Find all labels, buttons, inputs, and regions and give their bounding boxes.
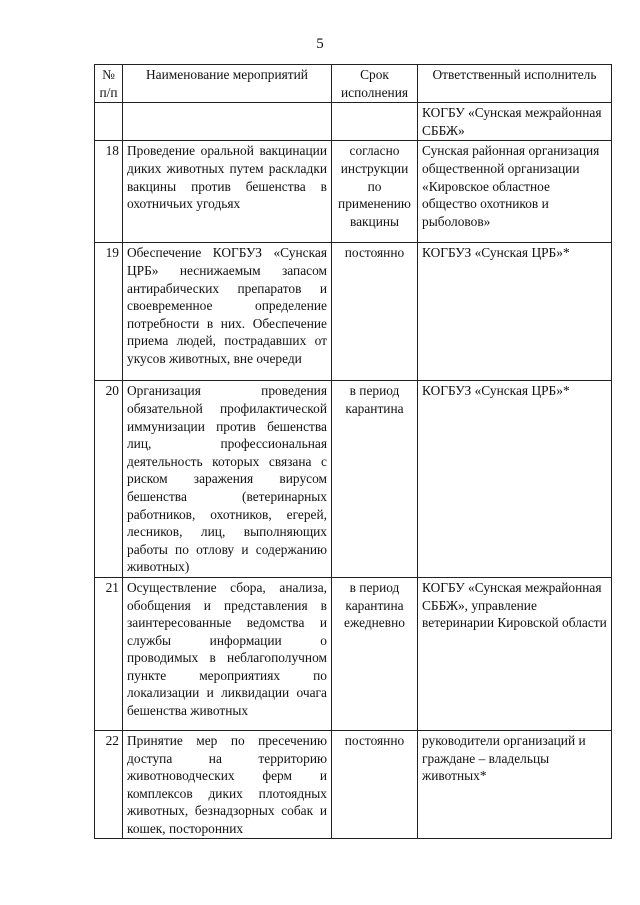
measures-table [94, 64, 612, 839]
row-responsible: КОГБУ «Сунская межрайонная СББЖ», управление ветеринарии Кировской области [418, 577, 612, 730]
header-term: Срок исполнения [332, 65, 418, 103]
row-name [123, 103, 332, 141]
row-number [95, 103, 123, 141]
row-responsible: КОГБУЗ «Сунская ЦРБ»* [418, 381, 612, 578]
row-number: 18 [95, 141, 123, 243]
row-name: Организация проведения обязательной профилактической иммунизации против бешенства лиц, профессиональная деятельность которых связана с риском заражения вирусом бешенства (ветеринарных работников, охотников, егерей, лесников, лиц, выполняющих работы по отлову и содержанию животных) [123, 381, 332, 578]
row-term: постоянно [332, 243, 418, 381]
row-term: постоянно [332, 730, 418, 839]
table-row [95, 243, 612, 381]
header-name: Наименование мероприятий [123, 65, 332, 103]
row-number: 19 [95, 243, 123, 381]
row-responsible: Сунская районная организация общественной организации «Кировское областное общество охотников и рыболовов» [418, 141, 612, 243]
row-responsible: руководители организаций и граждане – владельцы животных* [418, 730, 612, 839]
row-number: 21 [95, 577, 123, 730]
row-name: Обеспечение КОГБУЗ «Сунская ЦРБ» неснижаемым запасом антирабических препаратов и своевременное определение потребности в них. Обеспечение приема людей, пострадавших от укусов животных, вне очереди [123, 243, 332, 381]
row-name: Осуществление сбора, анализа, обобщения и представления в заинтересованные ведомства и службы информации о проводимых в неблагополучном пункте мероприятиях по локализации и ликвидации очага бешенства животных [123, 577, 332, 730]
row-term: в период карантина [332, 381, 418, 578]
row-responsible: КОГБУЗ «Сунская ЦРБ»* [418, 243, 612, 381]
row-term [332, 103, 418, 141]
table-row [95, 141, 612, 243]
table-row [95, 103, 612, 141]
row-name: Проведение оральной вакцинации диких животных путем раскладки вакцины против бешенства в охотничьих угодьях [123, 141, 332, 243]
table-row [95, 730, 612, 839]
page-number: 5 [316, 36, 324, 52]
row-term: согласно инструкции по применению вакцины [332, 141, 418, 243]
row-number: 22 [95, 730, 123, 839]
row-responsible: КОГБУ «Сунская межрайонная СББЖ» [418, 103, 612, 141]
table-row [95, 381, 612, 578]
row-number: 20 [95, 381, 123, 578]
row-term: в период карантина ежедневно [332, 577, 418, 730]
row-name: Принятие мер по пресечению доступа на территорию животноводческих ферм и комплексов диких плотоядных животных, безнадзорных собак и кошек, посторонних [123, 730, 332, 839]
table-header-row [95, 65, 612, 103]
header-num: № п/п [95, 65, 123, 103]
table-row [95, 577, 612, 730]
header-resp: Ответственный исполнитель [418, 65, 612, 103]
